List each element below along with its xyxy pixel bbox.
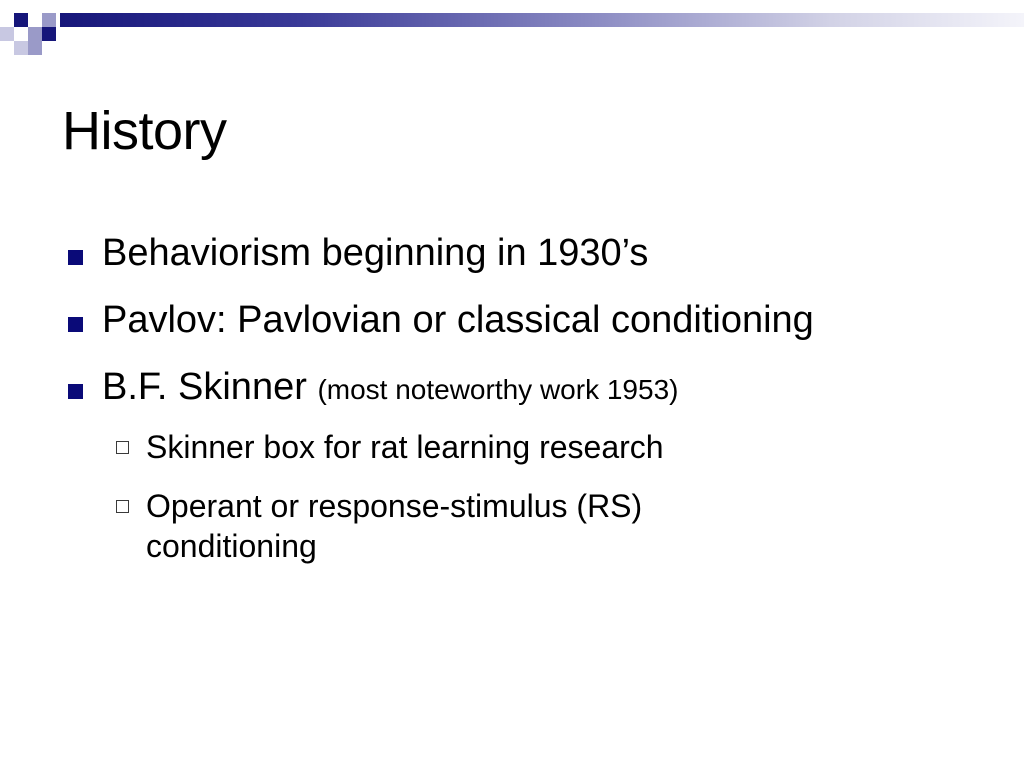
sub-bullet-text: Operant or response-stimulus (RS) conditioning bbox=[146, 488, 643, 564]
slide-title: History bbox=[62, 101, 227, 161]
hollow-square-bullet-icon bbox=[116, 500, 129, 513]
deco-square bbox=[14, 27, 28, 41]
gradient-bar bbox=[60, 13, 1024, 27]
deco-square bbox=[14, 41, 28, 55]
deco-square bbox=[42, 27, 56, 41]
hollow-square-bullet-icon bbox=[116, 441, 129, 454]
deco-square bbox=[14, 13, 28, 27]
deco-square bbox=[28, 27, 42, 41]
bullet-note: (most noteworthy work 1953) bbox=[317, 374, 679, 405]
deco-square bbox=[42, 13, 56, 27]
bullet-text: Behaviorism beginning in 1930’s bbox=[102, 232, 649, 274]
deco-square bbox=[0, 27, 14, 41]
decorative-header bbox=[0, 0, 1024, 62]
deco-square bbox=[28, 41, 42, 55]
sub-bullet-text: Skinner box for rat learning research bbox=[146, 429, 664, 465]
square-bullet-icon bbox=[68, 317, 83, 332]
deco-square bbox=[28, 13, 42, 27]
bullet-text-with-note bbox=[102, 364, 678, 413]
bullet-text: Pavlov: Pavlovian or classical conditioning bbox=[102, 299, 814, 341]
square-bullet-icon bbox=[68, 384, 83, 399]
bullet-text: B.F. Skinner bbox=[102, 366, 307, 408]
square-bullet-icon bbox=[68, 250, 83, 265]
